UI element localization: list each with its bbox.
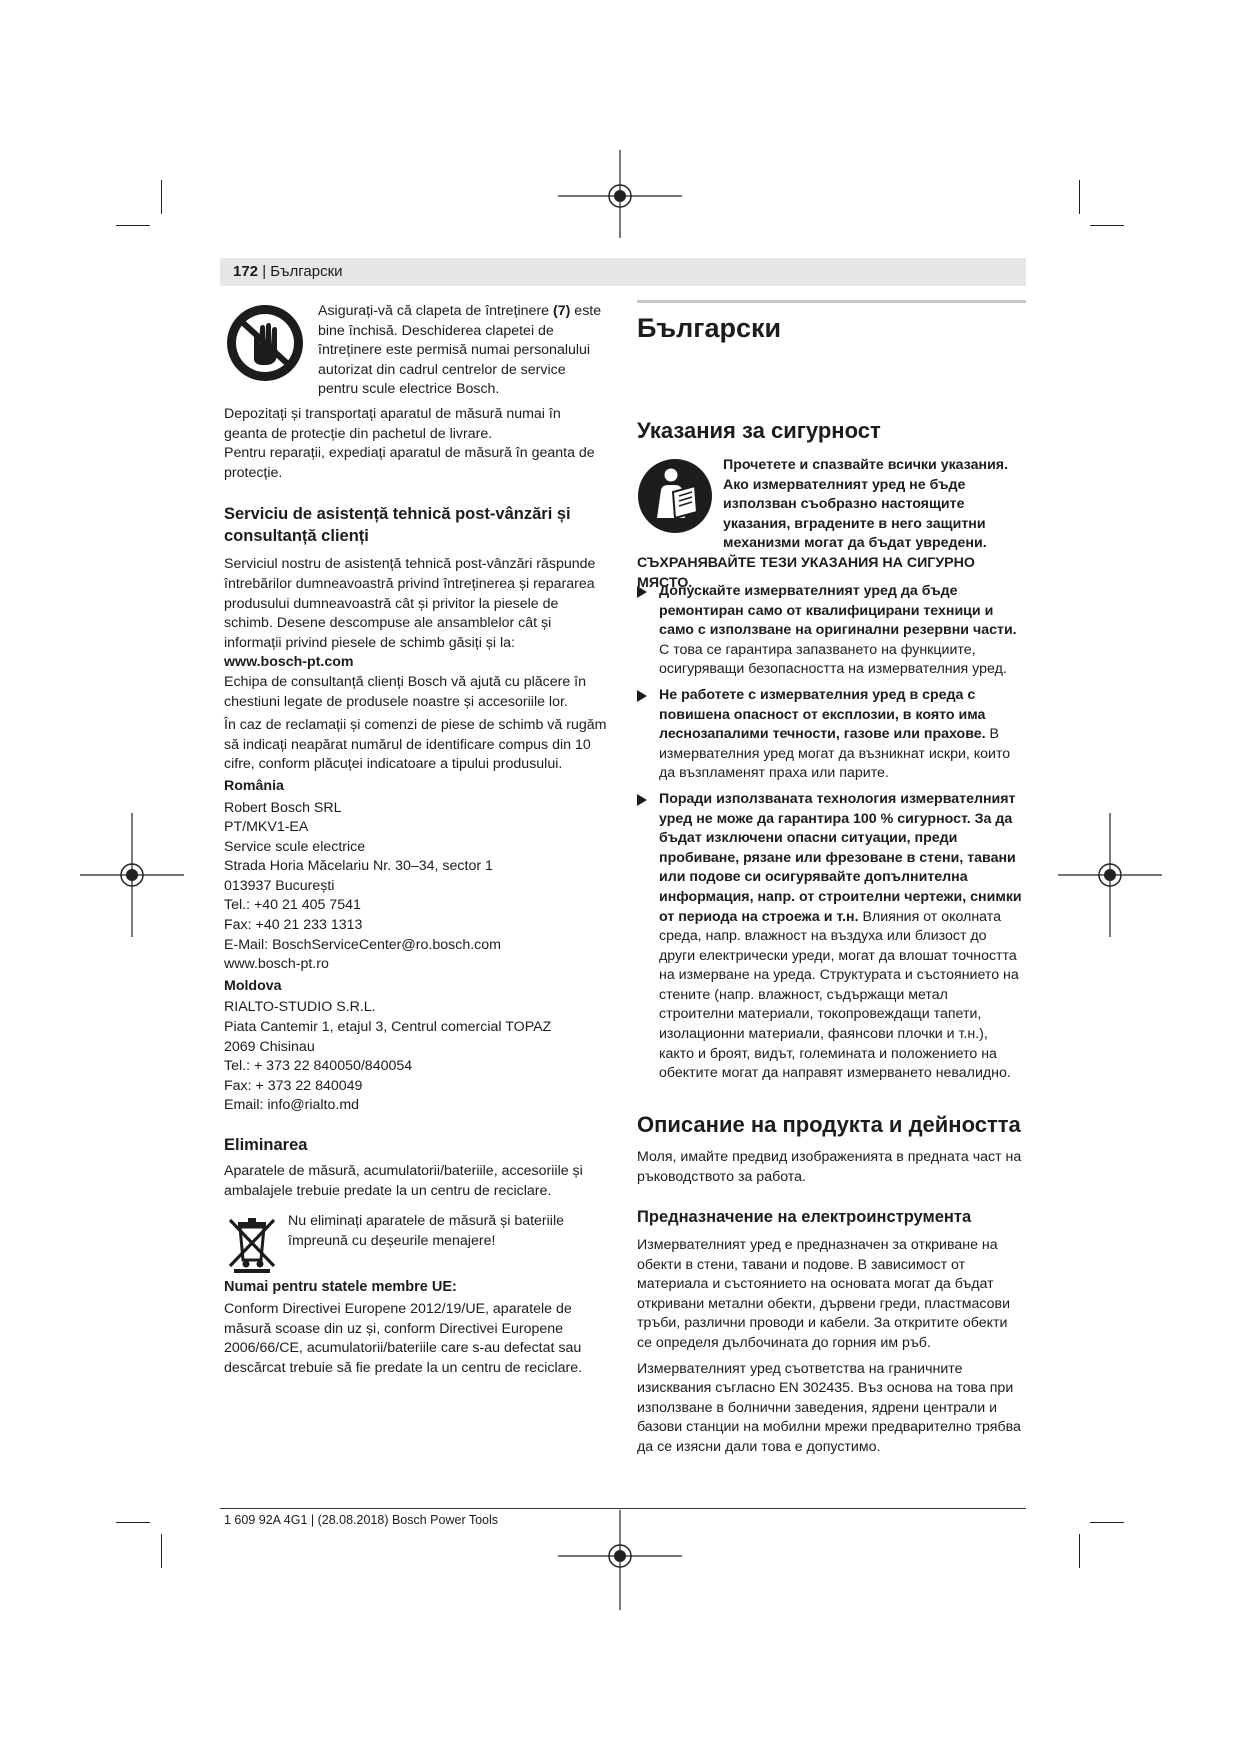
address-line: Service scule electrice: [224, 838, 366, 855]
bullet-marker: [637, 586, 647, 598]
page-header-text: [233, 262, 343, 282]
paragraph: Pentru reparații, expediați aparatul de măsură în geanta de protecție.: [224, 445, 595, 481]
service-url: www.bosch-pt.com: [224, 654, 354, 671]
address-line: 013937 București: [224, 877, 335, 894]
address-block: [224, 998, 608, 1116]
address-line: Fax: +40 21 233 1313: [224, 917, 363, 934]
section-heading: Указания за сигурност: [637, 418, 881, 443]
country-label: Moldova: [224, 977, 282, 994]
paragraph: Измервателният уред съответства на граничните изисквания съгласно EN 302435. Въз основа на това при използване в болнични заведения, ядрени централи и базови станции на мобилни мрежи предварително трябва да се изясни дали това е допустимо.: [637, 1360, 1021, 1455]
section-heading: Serviciu de asistență tehnică post-vânzări și consultanță clienți: [224, 505, 571, 546]
address-line: Fax: + 373 22 840049: [224, 1077, 363, 1094]
section-heading: Предназначение на електроинструмента: [637, 1208, 972, 1226]
safety-bullets: [637, 582, 1026, 1084]
registration-target-icon: [558, 150, 682, 250]
paragraph: Echipa de consultanță clienți Bosch vă ajută cu plăcere în chestiuni legate de produsele noastre și accesoriile lor.: [224, 673, 587, 710]
safety-bullet: Поради използваната технология измервателният уред не може да гарантира 100 % сигурност. За да бъдат изключени опасни ситуации, преди пробиване, рязане или фрезоване в стени, тавани или подове си осигурявайте допълнителна информация, напр. от строителни чертежи, снимки от периода на строежа и т.н. Влияния от околната среда, напр. влажност на въздуха или близост до други електрически уреди, могат да влошат точността на измерване на уреда. Структурата и състоянието на стените (напр. влажност, съдържащи метал строителни материали, токопровеждащи тапети, изолационни материали, фаянсови плочки и т.н.), както и броят, видът, големината и положението на обектите могат да направят измерването невалидно.: [637, 790, 1026, 1084]
reference-number: (7): [553, 303, 571, 319]
address-line: 2069 Chisinau: [224, 1038, 315, 1055]
paragraph: În caz de reclamații și comenzi de piese de schimb vă rugăm să indicați neapărat numărul de identificare compus din 10 cifre, conform plăcuței indicatoare a tipului produsului.: [224, 717, 607, 773]
section-heading: Numai pentru statele membre UE:: [224, 1279, 457, 1295]
address-line: Email: info@rialto.md: [224, 1097, 360, 1114]
purpose-text: [637, 1236, 1026, 1458]
address-line: Tel.: + 373 22 840050/840054: [224, 1058, 413, 1075]
address-line: www.bosch-pt.ro: [224, 956, 329, 973]
paragraph: Измервателният уред е предназначен за откриване на обекти в стени, тавани и подове. В зависимост от материала и състоянието на основата могат да бъдат откривани метални обекти, дървени греди, пластмасови тръби, различни проводи и кабели. За откритите обекти се определя дълбочината до горния им ръб.: [637, 1237, 1010, 1351]
section-heading: Описание на продукта и дейността: [637, 1112, 1021, 1137]
address-line: E-Mail: BoschServiceCenter@ro.bosch.com: [224, 936, 501, 953]
crossed-bin-icon: [224, 1214, 280, 1274]
registration-target-icon: [558, 1510, 682, 1610]
paragraph: Conform Directivei Europene 2012/19/UE, aparatele de măsură scoase din uz și, conform Directivei Europene 2006/66/CE, acumulatorii/bateriile care s-au defectat sau descărcat trebuie să fie predate la un centru de reciclare.: [224, 1301, 583, 1376]
address-line: Piata Cantemir 1, etajul 3, Centrul comercial TOPAZ: [224, 1019, 552, 1036]
address-line: PT/MKV1-EA: [224, 819, 309, 836]
safety-bullet: Не работете с измервателния уред в среда с повишена опасност от експлозии, в която има леснозапалими течности, газове или прахове. В измервателния уред могат да възникнат искри, които да възпламенят праха или парите.: [637, 686, 1026, 784]
address-line: Strada Horia Măcelariu Nr. 30–34, sector 1: [224, 858, 493, 875]
address-line: Tel.: +40 21 405 7541: [224, 897, 361, 914]
disposal-warning: Nu eliminați aparatele de măsură și bateriile împreună cu deșeurile menajere!: [288, 1213, 565, 1249]
registration-target-icon: [1058, 813, 1162, 937]
paragraph: Aparatele de măsură, acumulatorii/bateriile, accesoriile și ambalajele trebuie predate la un centru de reciclare.: [224, 1163, 583, 1199]
header-separator: |: [258, 263, 271, 280]
address-block: [224, 799, 608, 975]
address-line: Robert Bosch SRL: [224, 799, 342, 816]
safety-bullet: Допускайте измервателният уред да бъде ремонтиран само от квалифицирани техници и само с използване на оригинални резервни части. С това се гарантира запазването на функциите, осигуряващи безопасността на измервателния уред.: [637, 582, 1026, 680]
bullet-marker: [637, 794, 647, 806]
country-label: România: [224, 777, 284, 794]
address-line: RIALTO-STUDIO S.R.L.: [224, 999, 376, 1016]
maintenance-warning: Asigurați-vă că clapeta de întreținere (7) este bine închisă. Deschiderea clapetei de întreținere este permisă numai personalului autorizat din cadrul centrelor de service pentru scule electrice Bosch.: [318, 303, 602, 398]
paragraph: Serviciul nostru de asistență tehnică post-vânzări răspunde întrebărilor dumneavoastră privind întreținerea și repararea produsului dumneavoastră cât și privitor la piesele de schimb. Desene descompuse ale ansamblelor cât și informații privind piesele de schimb găsiți și la:: [224, 556, 596, 651]
left-column-body: [224, 405, 608, 1201]
paragraph: Depozitați și transportați aparatul de măsură numai în geanta de protecție din pachetul de livrare.: [224, 406, 561, 442]
page-number: 172: [233, 263, 259, 280]
footer-rule: [220, 1508, 1026, 1509]
paragraph: Моля, имайте предвид изображенията в предната част на ръководството за работа.: [637, 1149, 1022, 1185]
hand-prohibited-icon: [224, 302, 306, 384]
language-title: Български: [637, 313, 782, 343]
page-footer: 1 609 92A 4G1 | (28.08.2018) Bosch Power Tools: [224, 1513, 499, 1527]
registration-target-icon: [80, 813, 184, 937]
column-rule: [637, 300, 1026, 303]
safety-intro: Прочетете и спазвайте всички указания. Ако измервателният уред не бъде използван съобразно настоящите указания, вградените в него защитни механизми могат да бъдат увредени. СЪХРАНЯВАЙТЕ ТЕЗИ УКАЗАНИЯ НА СИГУРНО МЯСТО.: [637, 457, 1009, 591]
header-section: Български: [270, 263, 343, 280]
bullet-marker: [637, 690, 647, 702]
section-heading: Eliminarea: [224, 1136, 308, 1154]
